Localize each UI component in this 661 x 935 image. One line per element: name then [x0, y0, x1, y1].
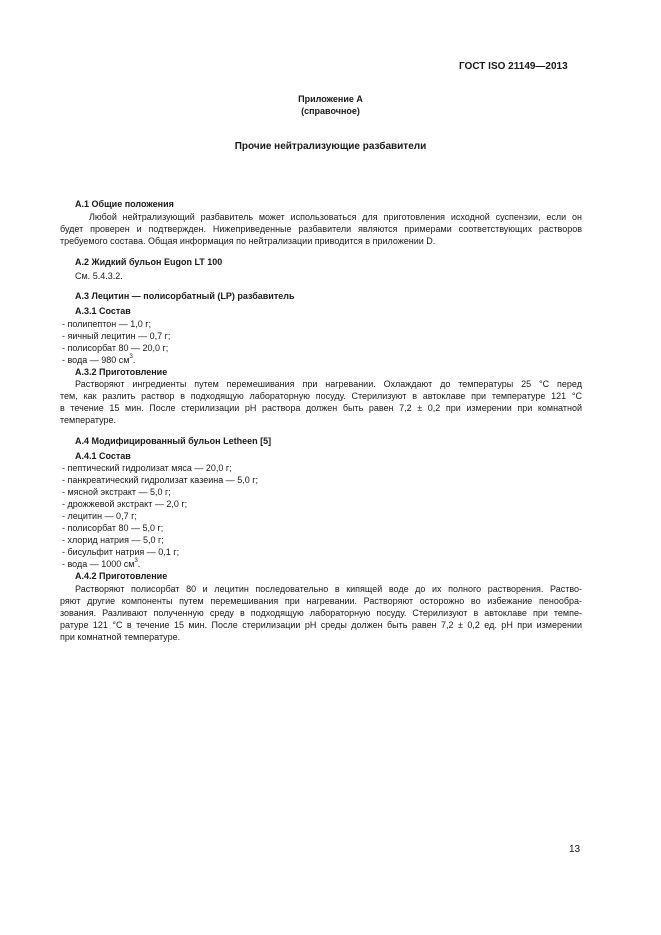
punct: .	[132, 355, 136, 365]
page-number: 13	[569, 844, 581, 855]
section-a32-heading: А.3.2 Приготовление	[75, 367, 168, 377]
standard-number: ГОСТ ISO 21149—2013	[459, 61, 568, 72]
list-item	[62, 558, 140, 570]
list-item: - хлорид натрия — 5,0 г;	[62, 535, 164, 545]
section-a42-heading: А.4.2 Приготовление	[75, 571, 168, 581]
water-amount: - вода — 1000 см	[62, 559, 135, 569]
section-a42-line: Растворяют полисорбат 80 и лецитин последовательно в кипящей воде до их полного растворения. Раство-	[75, 584, 582, 594]
section-a1-line: требуемого состава. Общая информация по нейтрализации приводится в приложении D.	[60, 236, 436, 246]
water-amount: - вода — 980 см	[62, 355, 130, 365]
section-a2-heading: А.2 Жидкий бульон Eugon LT 100	[75, 257, 223, 267]
list-item: - бисульфит натрия — 0,1 г;	[62, 547, 180, 557]
section-a31-heading: А.3.1 Состав	[75, 306, 131, 316]
section-a42-line: ряют другие компоненты путем перемешивания при нагревании. Растворяют осторожно во избежание пенообра-	[60, 596, 582, 606]
list-item: - мясной экстракт — 5,0 г;	[62, 487, 171, 497]
list-item: - дрожжевой экстракт — 2,0 г;	[62, 499, 188, 509]
list-item: - пептический гидролизат мяса — 20,0 г;	[62, 463, 232, 473]
section-a2-text: См. 5.4.3.2.	[75, 271, 123, 281]
section-a1-line: будет проверен и подтвержден. Нижеприведенные разбавители являются примерами соответствующих растворов	[60, 224, 582, 234]
list-item: - лецитин — 0,7 г;	[62, 511, 137, 521]
section-a42-line: зования. Разливают полученную среду в подходящую лабораторную посуду. Стерилизуют в автоклаве при темпе-	[60, 608, 582, 618]
punct: .	[137, 559, 141, 569]
list-item: - полисорбат 80 — 20,0 г;	[62, 343, 169, 353]
section-a32-line: температуре.	[60, 415, 117, 425]
list-item: - полипептон — 1,0 г;	[62, 319, 152, 329]
list-item: - яичный лецитин — 0,7 г;	[62, 331, 171, 341]
list-item: - полисорбат 80 — 5,0 г;	[62, 523, 164, 533]
section-a41-heading: А.4.1 Состав	[75, 451, 131, 461]
section-a1-line: Любой нейтрализующий разбавитель может использоваться для приготовления исходной суспензии, если он	[89, 212, 582, 222]
section-a32-line: Растворяют ингредиенты путем перемешивания при нагревании. Охлаждают до температуры 25 °С перед	[75, 379, 582, 389]
section-a42-line: ратуре 121 °С в течение 15 мин. После стерилизации рН среды должен быть равен 7,2 ± 0,2 ед. рН при измерении	[60, 620, 582, 630]
appendix-title: Приложение А	[298, 94, 363, 104]
section-a32-line: в течение 15 мин. После стерилизации рН раствора должен быть равен 7,2 ± 0,2 при измерении при комнатной	[60, 403, 582, 413]
section-a3-heading: А.3 Лецитин — полисорбатный (LP) разбавитель	[75, 291, 295, 301]
list-item: - панкреатический гидролизат казеина — 5,0 г;	[62, 475, 259, 485]
section-a4-heading: А.4 Модифицированный бульон Letheen [5]	[75, 436, 272, 446]
appendix-heading: Прочие нейтрализующие разбавители	[234, 141, 427, 152]
appendix-note: (справочное)	[301, 106, 360, 116]
list-item	[62, 354, 135, 366]
superscript: 3	[134, 558, 138, 564]
section-a42-line: при комнатной температуре.	[60, 632, 181, 642]
section-a32-line: тем, как разлить раствор в подходящую лабораторную посуду. Стерилизуют в автоклаве при температуре 121 °С	[60, 391, 582, 401]
superscript: 3	[129, 354, 133, 360]
section-a1-heading: А.1 Общие положения	[75, 199, 174, 209]
